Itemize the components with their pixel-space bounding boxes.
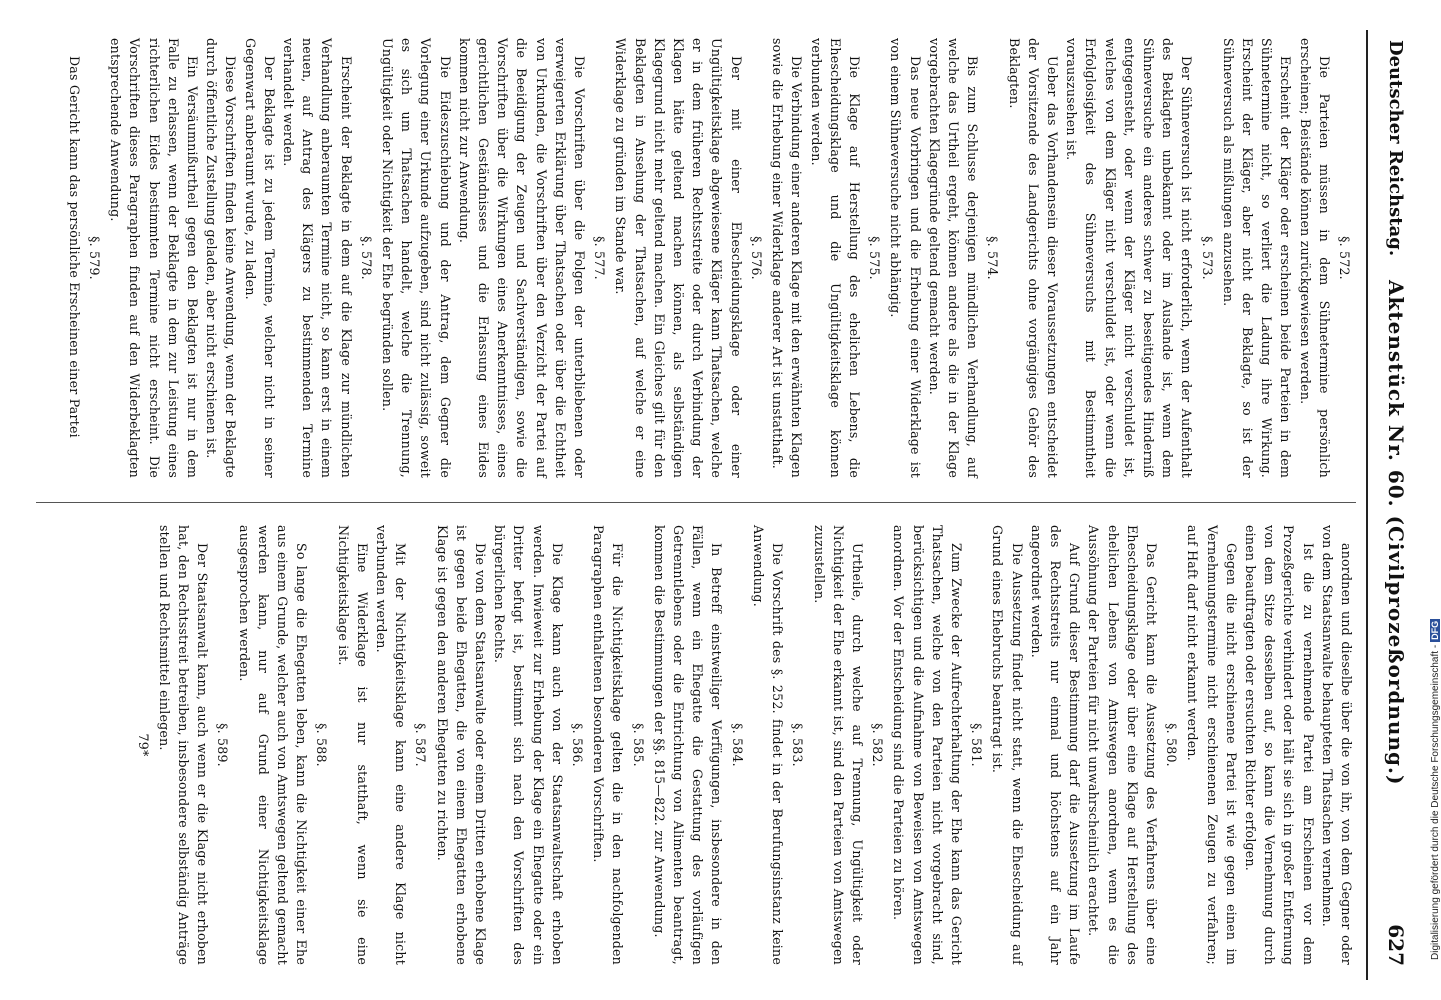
- section-heading: §. 583.: [790, 723, 806, 767]
- paragraph: Das neue Vorbringen und die Erhebung einer Widerklage ist von einem Sühneversuche nicht abhängig.: [888, 38, 923, 478]
- dfg-logo: DFG: [1430, 620, 1440, 640]
- paragraph: Die Klage kann auch von der Staatsanwaltschaft erhoben werden. Inwieweit zur Erhebung der Klage ein Ehegatte oder ein Dritter befugt ist, bestimmt sich nach den Vorschriften des bürgerlichen Rechts.: [492, 525, 565, 965]
- paragraph: Auf Grund dieser Bestimmung darf die Aussetzung im Laufe des Rechtsstreits nur einmal und höchstens auf ein Jahr angeordnet werden.: [1028, 525, 1083, 965]
- paragraph: In Betreff einstweiliger Verfügungen, insbesondere in den Fällen, wenn ein Ehegatte die Gestattung des vorläufigen Getrenntlebens oder die Entrichtung von Alimenten beantragt, kommen die Bestimmungen der §§. 815—822. zur Anwendung.: [651, 525, 725, 965]
- paragraph: Eine Widerklage ist nur statthaft, wenn sie eine Nichtigkeitsklage ist.: [335, 525, 370, 965]
- page-number: 627: [1384, 924, 1408, 966]
- paragraph: Ist die zu vernehmende Partei am Erscheinen vor dem Prozeßgerichte verhindert oder hält sie sich in großer Entfernung von dem Sitze desselben auf, so kann die Vernehmung durch einen beauftragten oder ersuchten Richter erfolgen.: [1242, 525, 1316, 965]
- section-heading: §. 586.: [570, 723, 586, 767]
- section-heading: §. 578.: [358, 236, 374, 280]
- paragraph: Ueber das Vorhandensein dieser Voraussetzungen entscheidet der Vorsitzende des Landgerichts ohne vorgängiges Gehör des Beklagten.: [1006, 38, 1060, 478]
- column-divider: [36, 502, 1356, 503]
- left-text-column: [65, 38, 1356, 478]
- section-heading: §. 582.: [870, 723, 886, 767]
- paragraph: Für die Nichtigkeitsklage gelten die in den nachfolgenden Paragraphen enthaltenen besonderen Vorschriften.: [591, 525, 626, 965]
- paragraph: Die von dem Staatsanwalte oder einem Dritten erhobene Klage ist gegen beide Ehegatten, die von einem Ehegatten erhobene Klage ist gegen den anderen Ehegatten zu richten.: [434, 525, 489, 965]
- section-heading: §. 572.: [1337, 236, 1352, 280]
- paragraph: Der mit einer Ehescheidungsklage oder einer Ungültigkeitsklage abgewiesene Kläger kann Thatsachen, welche er in dem früheren Rechtsstreite oder durch Verbindung der Klagen hätte geltend machen können, als selbständigen Klagegrund nicht mehr geltend machen. Ein Gleiches gilt für den Beklagten in Ansehung der Thatsachen, auf welche er eine Widerklage zu gründen im Stande war.: [613, 38, 744, 478]
- paragraph: Gegen die nicht erschienene Partei ist wie gegen einen im Vernehmungstermine nicht erschienenen Zeugen zu verfahren; auf Haft darf nicht erkannt werden.: [1185, 525, 1239, 965]
- section-heading: §. 585.: [630, 723, 646, 767]
- paragraph: Die Aussetzung findet nicht statt, wenn die Ehescheidung auf Grund eines Ehebruchs beantragt ist.: [990, 525, 1025, 965]
- watermark-text: Digitalisierung gefördert durch die Deutsche Forschungsgemeinschaft -: [1430, 644, 1441, 960]
- paragraph: Mit der Nichtigkeitsklage kann eine andere Klage nicht verbunden werden.: [374, 525, 409, 965]
- paragraph: Ein Versäumnißurtheil gegen den Beklagten ist nur in dem Falle zu erlassen, wenn der Beklagte in dem zur Leistung eines richterlichen Eides bestimmten Termine nicht erscheint. Die Vorschriften dieses Paragraphen finden auf den Widerbeklagten entsprechende Anwendung.: [108, 38, 201, 478]
- paragraph: Zum Zwecke der Aufrechterhaltung der Ehe kann das Gericht Thatsachen, welche von den Parteien nicht vorgebracht sind, berücksichtigen und die Aufnahme von Beweisen von Amtswegen anordnen. Vor der Entscheidung sind die Parteien zu hören.: [891, 525, 964, 965]
- page-header: [1368, 30, 1412, 980]
- digitization-watermark: [1418, 20, 1441, 980]
- paragraph: Das Gericht kann die Aussetzung des Verfahrens über eine Ehescheidungsklage oder über eine Klage auf Herstellung des ehelichen Lebens von Amtswegen anordnen, wenn es die Aussöhnung der Parteien für nicht unwahrscheinlich erachtet.: [1086, 525, 1159, 965]
- section-heading: §. 588.: [314, 723, 330, 767]
- section-heading: §. 580.: [1164, 723, 1180, 767]
- section-heading: §. 577.: [592, 236, 608, 280]
- paragraph: Urtheile, durch welche auf Trennung, Ungültigkeit oder Nichtigkeit der Ehe erkannt ist, sind den Parteien von Amtswegen zuzustellen.: [811, 525, 865, 965]
- paragraph: Das Gericht kann das persönliche Erscheinen einer Partei: [66, 56, 82, 438]
- paragraph: Die Vorschrift des §. 252. findet in der Berufungsinstanz keine Anwendung.: [750, 525, 786, 965]
- section-heading: §. 575.: [867, 236, 883, 280]
- paragraph: So lange die Ehegatten leben, kann die Nichtigkeit einer Ehe aus einem Grunde, welcher auch von Amtswegen geltend gemacht werden kann, nur auf Grund einer Nichtigkeitsklage ausgesprochen werden.: [236, 525, 310, 965]
- paragraph: Diese Vorschriften finden keine Anwendung, wenn der Beklagte durch öffentliche Zustellung geladen, aber nicht erschienen ist.: [204, 38, 239, 478]
- paragraph: Erscheint der Beklagte in dem auf die Klage zur mündlichen Verhandlung anberaumten Termine nicht, so kann erst in einem neuen, auf Antrag des Klägers zu bestimmenden Termine verhandelt werden.: [281, 38, 354, 478]
- paragraph: Der Sühneversuch ist nicht erforderlich, wenn der Aufenthalt des Beklagten unbekannt oder im Auslande ist, wenn dem Sühneversuche ein anderes schwer zu beseitigendes Hinderniß entgegensteht, oder wenn der Kläger nicht verschuldet ist, welches von dem Kläger nicht verschuldet ist, oder wenn die Erfolglosigkeit des Sühneversuchs mit Bestimmtheit vorauszusehen ist.: [1064, 38, 1195, 478]
- section-heading: §. 581.: [969, 723, 985, 767]
- section-heading: 79*: [135, 733, 151, 757]
- header-publication: Deutscher Reichstag.: [1385, 40, 1406, 257]
- section-heading: §. 576.: [748, 236, 764, 280]
- rotated-page-content: [17, 30, 1412, 980]
- paragraph: Die Parteien müssen in dem Sühnetermine persönlich erscheinen; Beistände können zurückgewiesen werden.: [1297, 38, 1332, 478]
- paragraph: Erscheint der Kläger oder erscheinen beide Parteien in dem Sühnetermine nicht, so verliert die Ladung ihre Wirkung. Erscheint der Kläger, aber nicht der Beklagte, so ist der Sühneversuch als mißlungen anzusehen.: [1220, 38, 1294, 478]
- header-document-title: Aktenstück Nr. 60. (Civilprozeßordnung.): [1384, 280, 1408, 786]
- paragraph: anordnen und dieselbe über die von ihr, von dem Gegner oder von dem Staatsanwalte behaupteten Thatsachen vernehmen.: [1319, 525, 1354, 965]
- section-heading: §. 579.: [87, 236, 102, 280]
- section-heading: §. 574.: [985, 236, 1001, 280]
- header-rule: [1366, 30, 1368, 980]
- section-heading: §. 587.: [413, 723, 429, 767]
- paragraph: Der Staatsanwalt kann, auch wenn er die Klage nicht erhoben hat, den Rechtsstreit betreiben, insbesondere selbständig Anträge stellen und Rechtsmittel einlegen.: [156, 525, 211, 965]
- paragraph: Die Klage auf Herstellung des ehelichen Lebens, die Ehescheidungsklage und die Ungültigkeitsklage können verbunden werden.: [808, 38, 862, 478]
- section-heading: §. 584.: [729, 723, 745, 767]
- right-text-column: [132, 525, 1356, 965]
- paragraph: Der Beklagte ist zu jedem Termine, welcher nicht in seiner Gegenwart anberaumt wurde, zu laden.: [242, 38, 277, 478]
- section-heading: §. 573.: [1199, 236, 1215, 280]
- paragraph: Bis zum Schlusse derjenigen mündlichen Verhandlung, auf welche das Urtheil ergeht, können andere als die in der Klage vorgebrachten Klagegründe geltend gemacht werden.: [926, 38, 981, 478]
- paragraph: Die Vorschriften über die Folgen der unterbliebenen oder verweigerten Erklärung über Thatsachen oder über die Echtheit von Urkunden, die Vorschriften über den Verzicht der Partei auf die Beeidigung der Zeugen und Sachverständigen, sowie die Vorschriften über die Wirkungen eines Anerkenntnisses, eines gerichtlichen Geständnisses und die Erlassung eines Eides kommen nicht zur Anwendung.: [456, 38, 588, 478]
- section-heading: §. 589.: [215, 723, 231, 767]
- paragraph: Die Eideszuschiebung und der Antrag, dem Gegner die Vorlegung einer Urkunde aufzugeben, sind nicht zulässig, soweit es sich um Thatsachen handelt, welche die Trennung, Ungültigkeit oder Nichtigkeit der Ehe begründen sollen.: [380, 38, 453, 478]
- paragraph: Die Verbindung einer anderen Klage mit den erwähnten Klagen sowie die Erhebung einer Widerklage anderer Art ist unstatthaft.: [770, 38, 805, 478]
